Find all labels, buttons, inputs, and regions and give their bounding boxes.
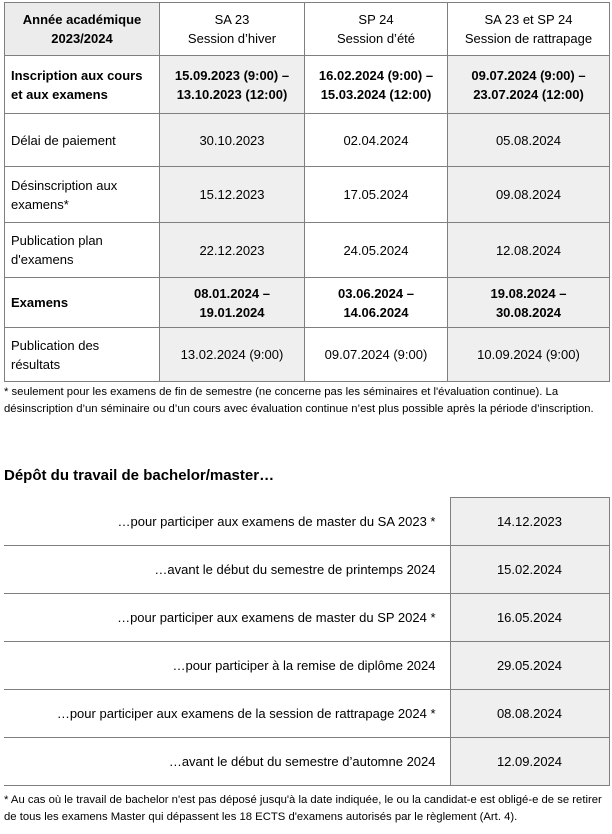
deposit-row [4,690,609,738]
row-label-line: Publication plan [11,233,103,248]
academic-year-header [5,3,160,56]
row-label-line: Désinscription aux [11,177,118,193]
academic-year-value: 2023/2024 [51,31,113,46]
deposit-date: 15.02.2024 [450,546,609,594]
table-header-row [5,3,610,56]
date-start: 15.09.2023 (9:00) – [174,67,290,83]
deposit-description: …pour participer aux examens de master du SA 2023 * [4,498,450,546]
column-header-winter [160,3,305,56]
date-end: 14.06.2024 [343,304,409,320]
cell-summer [305,278,448,328]
column-header-code: SA 23 [214,12,250,27]
cell-summer: 02.04.2024 [305,114,448,167]
cell-winter: 15.12.2023 [160,167,305,223]
cell-summer: 09.07.2024 (9:00) [305,328,448,382]
deposit-description: …avant le début du semestre d’automne 2024 [4,738,450,786]
deposit-date: 12.09.2024 [450,738,609,786]
column-header-session: Session de rattrapage [464,31,593,46]
cell-resit: 05.08.2024 [448,114,610,167]
deposit-date: 08.08.2024 [450,690,609,738]
row-label-line: examens* [11,196,69,212]
cell-summer: 17.05.2024 [305,167,448,223]
column-header-code: SA 23 et SP 24 [484,12,573,27]
footnote-desinscription: * seulement pour les examens de fin de semestre (ne concerne pas les séminaires et l'évaluation continue). La désinscription d’un séminaire ou d’un cours avec évaluation continue n’est plus possible après la période d’inscription. [4,386,594,415]
cell-resit [448,56,610,114]
cell-resit: 09.08.2024 [448,167,610,223]
deposit-row [4,594,609,642]
row-label-line: et aux examens [11,86,108,102]
deposit-description: …pour participer aux examens de master du SP 2024 * [4,594,450,642]
date-end: 19.01.2024 [199,304,265,320]
deposit-row [4,642,609,690]
date-end: 23.07.2024 (12:00) [473,86,584,102]
cell-winter: 22.12.2023 [160,223,305,278]
table-row-publication-plan [5,223,610,278]
date-start: 16.02.2024 (9:00) – [318,67,434,83]
row-label-line: d'examens [11,252,74,267]
date-end: 13.10.2023 (12:00) [176,86,288,102]
cell-summer: 24.05.2024 [305,223,448,278]
table-row-examens [5,278,610,328]
row-label: Délai de paiement [5,114,160,167]
academic-calendar-table [4,2,610,382]
column-header-summer [305,3,448,56]
deposit-deadlines-table [4,497,610,786]
date-start: 09.07.2024 (9:00) – [471,67,586,83]
deposit-row [4,546,609,594]
deposit-description: …pour participer à la remise de diplôme 2024 [4,642,450,690]
row-label: Examens [5,278,160,328]
cell-winter [160,56,305,114]
date-end: 15.03.2024 (12:00) [320,86,432,102]
table-row-resultats [5,328,610,382]
row-label [5,56,160,114]
column-header-session: Session d’été [336,31,416,46]
deposit-date: 16.05.2024 [450,594,609,642]
date-start: 08.01.2024 – [194,285,270,301]
column-header-resit [448,3,610,56]
deposit-description: …avant le début du semestre de printemps 2024 [4,546,450,594]
cell-resit: 12.08.2024 [448,223,610,278]
deposit-date: 29.05.2024 [450,642,609,690]
deposit-section-title: Dépôt du travail de bachelor/master… [4,467,275,484]
table-row-desinscription [5,167,610,223]
column-header-code: SP 24 [358,12,394,27]
row-label [5,167,160,223]
cell-summer [305,56,448,114]
row-label-line: Inscription aux cours [11,67,143,83]
deposit-description: …pour participer aux examens de la session de rattrapage 2024 * [4,690,450,738]
row-label-line: résultats [11,356,61,372]
date-start: 19.08.2024 – [490,285,567,301]
deposit-row [4,738,609,786]
footnote-bachelor-deposit: * Au cas où le travail de bachelor n'est pas déposé jusqu'à la date indiquée, le ou la candidat-e est obligé-e de se retirer de tous les examens Master qui dépassent les 18 ECTS d'examens autorisés par le règlement (Art. 4). [4,794,602,823]
cell-resit [448,278,610,328]
date-start: 03.06.2024 – [338,285,414,301]
row-label [5,328,160,382]
row-label-line: Publication des [11,337,100,353]
cell-winter: 30.10.2023 [160,114,305,167]
column-header-session: Session d’hiver [187,31,277,46]
cell-winter: 13.02.2024 (9:00) [160,328,305,382]
deposit-date: 14.12.2023 [450,498,609,546]
table-row-paiement [5,114,610,167]
cell-resit: 10.09.2024 (9:00) [448,328,610,382]
table-row-inscription [5,56,610,114]
deposit-row [4,498,609,546]
cell-winter [160,278,305,328]
academic-year-label: Année académique [22,12,142,27]
row-label [5,223,160,278]
date-end: 30.08.2024 [495,304,562,320]
